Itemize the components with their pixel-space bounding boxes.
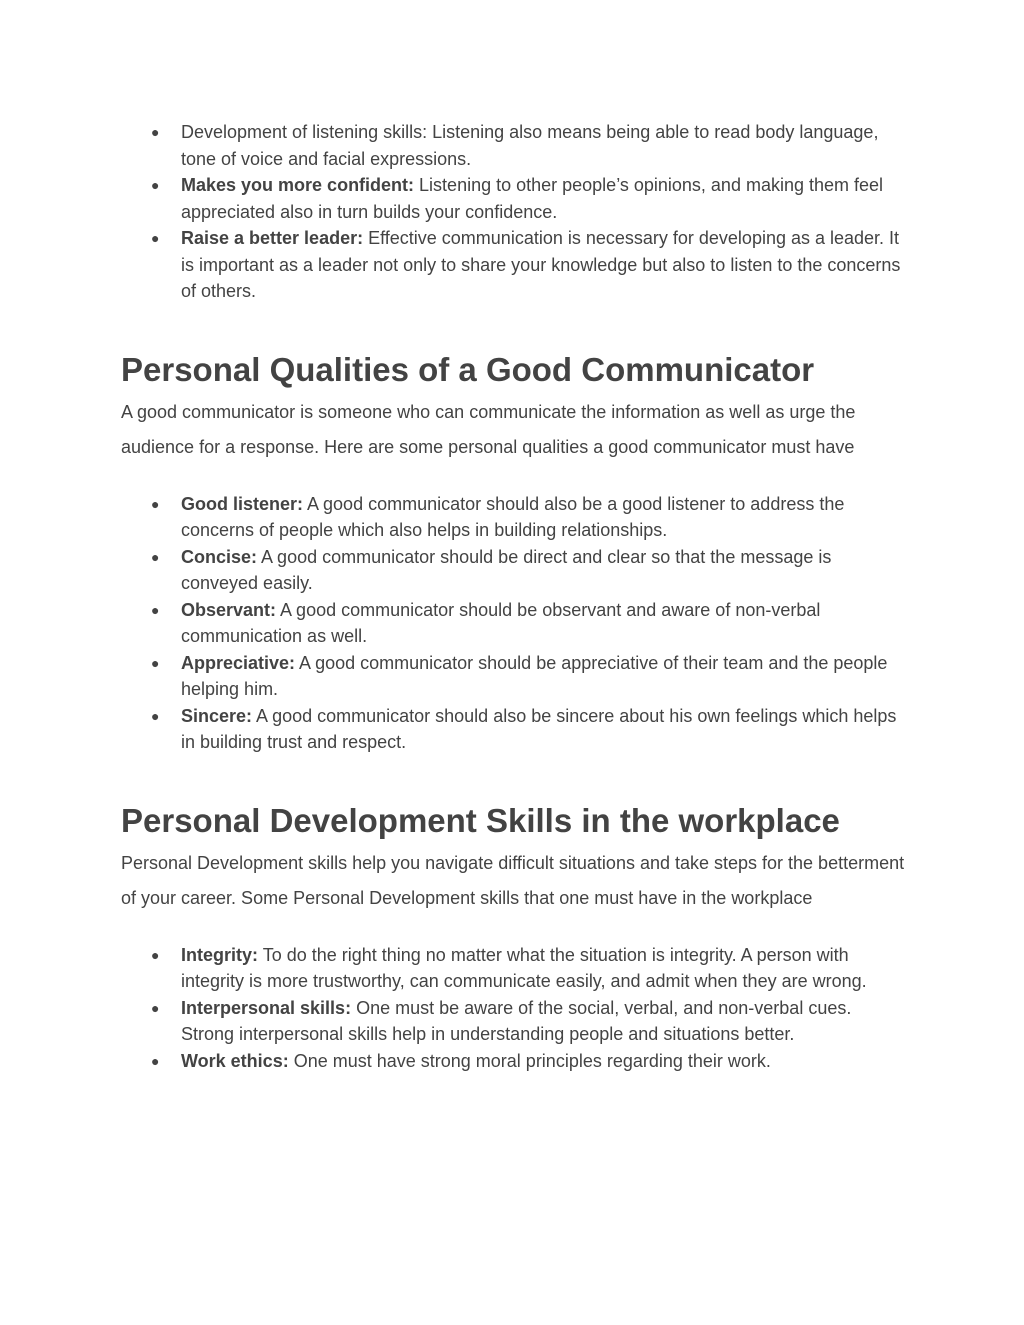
list-item <box>121 942 906 995</box>
list-item-text: A good communicator should also be a good listener to address the concerns of people which also helps in building relationships. <box>181 493 845 540</box>
list-item <box>121 995 906 1048</box>
section-heading-good-communicator: Personal Qualities of a Good Communicator <box>121 350 815 388</box>
skills-bullet-list <box>121 942 906 1075</box>
list-item <box>121 491 906 544</box>
list-item <box>121 703 906 756</box>
list-item <box>121 225 906 305</box>
bullet-icon: ● <box>151 548 160 565</box>
qualities-bullet-list <box>121 491 906 756</box>
list-item <box>121 119 906 172</box>
top-bullet-list <box>121 119 906 305</box>
list-item-text: A good communicator should be observant and aware of non-verbal communication as well. <box>181 599 821 646</box>
bullet-icon: ● <box>151 177 160 193</box>
list-item-text: Development of listening skills: Listening also means being able to read body language, tone of voice and facial expressions. <box>181 122 879 169</box>
bullet-icon: ● <box>151 654 160 671</box>
list-item-term: Interpersonal skills: <box>181 997 352 1018</box>
list-item-term: Raise a better leader: <box>181 228 364 248</box>
bullet-icon: ● <box>151 230 160 246</box>
list-item-term: Sincere: <box>181 705 253 726</box>
list-item-text: A good communicator should be direct and clear so that the message is conveyed easily. <box>181 546 832 593</box>
section-heading-development-skills: Personal Development Skills in the workplace <box>121 801 840 839</box>
bullet-icon: ● <box>151 946 160 963</box>
list-item-text: Listening to other people’s opinions, and making them feel appreciated also in turn builds your confidence. <box>181 175 884 222</box>
list-item-term: Observant: <box>181 599 277 620</box>
list-item-text: Effective communication is necessary for developing as a leader. It is important as a leader not only to share your knowledge but also to listen to the concerns of others. <box>181 228 901 301</box>
list-item <box>121 172 906 225</box>
bullet-icon: ● <box>151 707 160 724</box>
list-item-text: A good communicator should be appreciative of their team and the people helping him. <box>181 652 888 699</box>
list-item-text: A good communicator should also be sincere about his own feelings which helps in building trust and respect. <box>181 705 897 752</box>
bullet-icon: ● <box>151 601 160 618</box>
bullet-icon: ● <box>151 495 160 512</box>
list-item <box>121 597 906 650</box>
list-item <box>121 1048 906 1075</box>
bullet-icon: ● <box>151 999 160 1016</box>
section-intro: A good communicator is someone who can communicate the information as well as urge the audience for a response. Here are some personal qualities a good communicator must have <box>121 401 856 457</box>
list-item <box>121 544 906 597</box>
list-item-text: To do the right thing no matter what the situation is integrity. A person with integrity is more trustworthy, can communicate easily, and admit when they are wrong. <box>181 944 867 991</box>
list-item-term: Work ethics: <box>181 1050 289 1071</box>
list-item-term: Good listener: <box>181 493 304 514</box>
list-item-term: Concise: <box>181 546 258 567</box>
list-item-term: Appreciative: <box>181 652 296 673</box>
document-page <box>121 119 906 1074</box>
list-item-term: Makes you more confident: <box>181 175 415 195</box>
list-item <box>121 650 906 703</box>
list-item-text: One must have strong moral principles regarding their work. <box>288 1050 771 1071</box>
list-item-text: One must be aware of the social, verbal, and non-verbal cues. Strong interpersonal skills help in understanding people and situations better. <box>181 997 852 1044</box>
list-item-term: Integrity: <box>181 944 259 965</box>
bullet-icon: ● <box>151 1052 160 1069</box>
bullet-icon: ● <box>151 124 160 140</box>
section-intro: Personal Development skills help you navigate difficult situations and take steps for the betterment of your career. Some Personal Development skills that one must have in the workplace <box>121 852 905 908</box>
